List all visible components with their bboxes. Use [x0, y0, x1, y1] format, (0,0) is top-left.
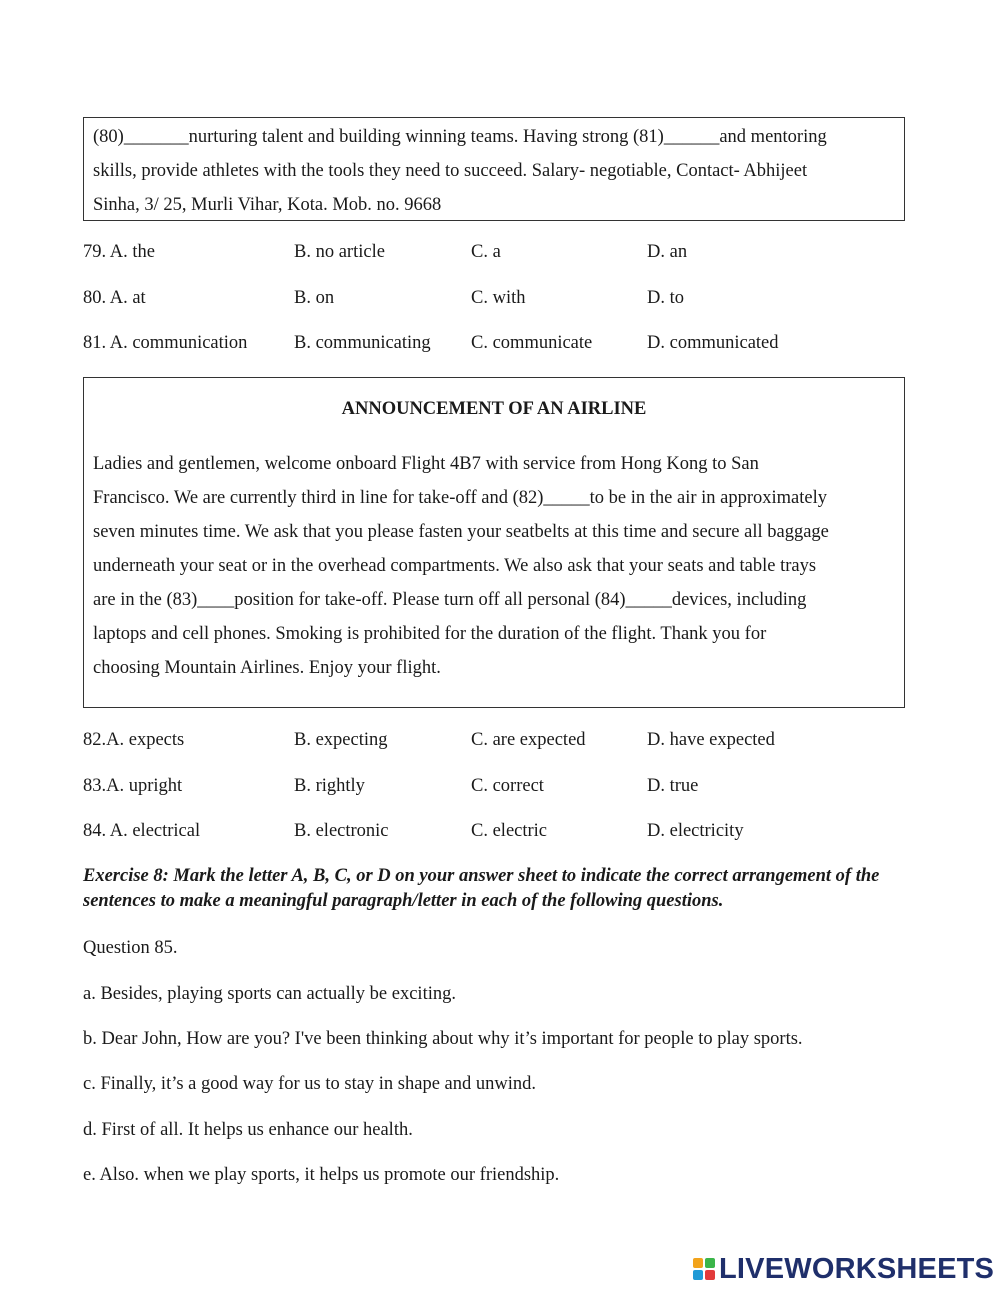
- passage-line: underneath your seat or in the overhead compartments. We also ask that your seats and table trays: [93, 556, 817, 576]
- option-a: 84. A. electrical: [83, 821, 201, 841]
- announcement-title: ANNOUNCEMENT OF AN AIRLINE: [341, 399, 647, 419]
- option-a: 82.A. expects: [83, 730, 185, 750]
- announcement-body: [93, 447, 895, 685]
- option-a: 81. A. communication: [83, 333, 248, 353]
- question-81-options: [83, 330, 905, 356]
- sentence-e: e. Also. when we play sports, it helps us promote our friendship.: [83, 1165, 560, 1185]
- passage-box-job-ad: [83, 117, 905, 221]
- option-a: 83.A. upright: [83, 776, 183, 796]
- sentence-d: d. First of all. It helps us enhance our health.: [83, 1120, 413, 1140]
- option-d: D. true: [647, 776, 699, 796]
- option-d: D. to: [647, 288, 684, 308]
- option-a: 79. A. the: [83, 242, 155, 262]
- logo-square: [693, 1258, 703, 1268]
- question-84-options: [83, 818, 905, 844]
- option-b: B. electronic: [294, 821, 389, 841]
- logo-square: [705, 1258, 715, 1268]
- logo-mark-icon: [693, 1258, 715, 1280]
- question-85-label: Question 85.: [83, 938, 178, 958]
- option-c: C. electric: [471, 821, 548, 841]
- instruction-line: sentences to make a meaningful paragraph/letter in each of the following questions.: [83, 891, 724, 911]
- option-b: B. no article: [294, 242, 385, 262]
- passage-line: seven minutes time. We ask that you please fasten your seatbelts at this time and secure all baggage: [93, 522, 829, 542]
- option-d: D. an: [647, 242, 688, 262]
- sentence-a: a. Besides, playing sports can actually be exciting.: [83, 984, 456, 1004]
- passage-line: laptops and cell phones. Smoking is prohibited for the duration of the flight. Thank you for: [93, 624, 767, 644]
- option-b: B. on: [294, 288, 335, 308]
- sentence-c: c. Finally, it’s a good way for us to stay in shape and unwind.: [83, 1074, 537, 1094]
- option-c: C. with: [471, 288, 526, 308]
- logo-wordmark: LIVEWORKSHEETS: [719, 1252, 995, 1285]
- passage-line: are in the (83)____position for take-off. Please turn off all personal (84)_____devices, including: [93, 590, 807, 610]
- option-c: C. correct: [471, 776, 544, 796]
- option-a: 80. A. at: [83, 288, 146, 308]
- question-82-options: [83, 727, 905, 753]
- passage-line: Sinha, 3/ 25, Murli Vihar, Kota. Mob. no. 9668: [93, 195, 442, 215]
- option-d: D. communicated: [647, 333, 779, 353]
- passage-line: choosing Mountain Airlines. Enjoy your flight.: [93, 658, 441, 678]
- liveworksheets-logo: [693, 1254, 994, 1284]
- option-c: C. communicate: [471, 333, 593, 353]
- option-c: C. a: [471, 242, 501, 262]
- passage-line: Francisco. We are currently third in line for take-off and (82)_____to be in the air in approximately: [93, 488, 827, 508]
- option-d: D. have expected: [647, 730, 775, 750]
- option-b: B. communicating: [294, 333, 431, 353]
- passage-line: Ladies and gentlemen, welcome onboard Flight 4B7 with service from Hong Kong to San: [93, 454, 759, 474]
- passage-line: skills, provide athletes with the tools they need to succeed. Salary- negotiable, Contact- Abhijeet: [93, 161, 808, 181]
- question-79-options: [83, 239, 905, 265]
- question-80-options: [83, 285, 905, 311]
- option-c: C. are expected: [471, 730, 586, 750]
- question-83-options: [83, 773, 905, 799]
- option-b: B. expecting: [294, 730, 388, 750]
- sentence-b: b. Dear John, How are you? I've been thinking about why it’s important for people to play sports.: [83, 1029, 803, 1049]
- passage-box-announcement: [83, 377, 905, 708]
- passage-line: (80)_______nurturing talent and building winning teams. Having strong (81)______and mentoring: [93, 127, 827, 147]
- option-d: D. electricity: [647, 821, 744, 841]
- option-b: B. rightly: [294, 776, 365, 796]
- logo-square: [693, 1270, 703, 1280]
- exercise-8-instruction: [83, 864, 943, 914]
- logo-square: [705, 1270, 715, 1280]
- instruction-line: Exercise 8: Mark the letter A, B, C, or D on your answer sheet to indicate the correct arrangement of the: [83, 866, 880, 886]
